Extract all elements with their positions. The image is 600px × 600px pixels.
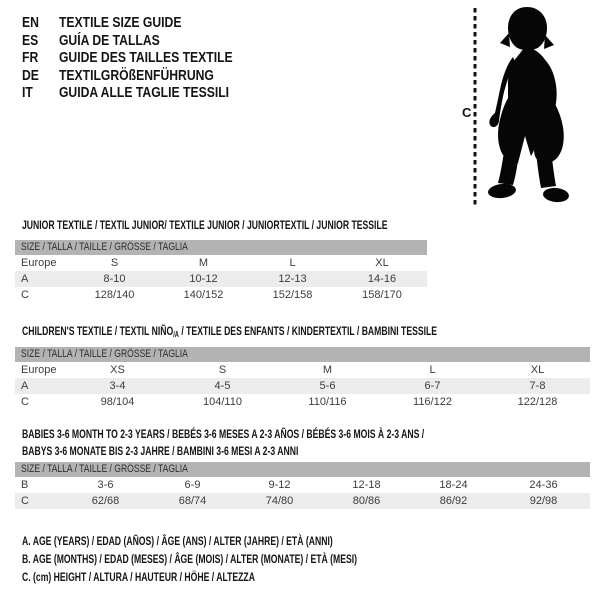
language-label: GUIDE DES TAILLES TEXTILE	[58, 50, 233, 66]
size-header-bar	[15, 347, 590, 362]
age-cell: 6-7	[380, 378, 485, 394]
toddler-silhouette-icon	[481, 5, 575, 206]
children-section-title	[22, 323, 598, 343]
height-cell: 98/104	[100, 396, 135, 408]
footnote-a	[22, 532, 487, 550]
height-cell: 152/158	[272, 289, 313, 301]
row-label: C	[21, 396, 29, 408]
language-code: EN	[22, 15, 39, 31]
age-cell: 14-16	[337, 271, 427, 287]
age-cell: 18-24	[439, 479, 468, 491]
row-label: A	[15, 378, 65, 394]
language-label: TEXTILGRÖßENFÜHRUNG	[58, 67, 214, 84]
language-row-de	[22, 68, 233, 86]
babies-title-line1: BABIES 3-6 MONTH TO 2-3 YEARS / BEBÉS 3-6 MESES A 2-3 AÑOS / BÉBÉS 3-6 MOIS À 2-3 ANS /	[22, 427, 425, 441]
babies-section-title	[22, 426, 581, 460]
children-title-post: / TEXTILE DES ENFANTS / KINDERTEXTIL / BAMBINI TESSILE	[178, 324, 438, 338]
height-cell: 74/80	[236, 493, 323, 509]
height-cell: 80/86	[323, 493, 410, 509]
age-cell: 12-18	[352, 479, 381, 491]
size-cell: XL	[375, 257, 389, 269]
height-cell: 116/122	[413, 396, 452, 408]
row-label: Europe	[21, 257, 57, 269]
row-label: Europe	[21, 364, 57, 376]
junior-size-table	[15, 240, 427, 303]
size-cell: XL	[530, 364, 545, 376]
size-header-text: SIZE / TALLA / TAILLE / GRÖSSE / TAGLIA	[21, 241, 188, 253]
children-size-table	[15, 347, 590, 410]
age-cell: 12-13	[248, 271, 337, 287]
language-row-fr	[22, 50, 233, 68]
height-cell: 122/128	[517, 396, 558, 408]
footnote-b	[22, 550, 487, 568]
footnote-c	[22, 568, 487, 586]
row-label: C	[15, 493, 62, 509]
language-label: GUÍA DE TALLAS	[58, 32, 160, 49]
size-header-text: SIZE / TALLA / TAILLE / GRÖSSE / TAGLIA	[21, 463, 188, 475]
table-row-europe	[15, 255, 427, 271]
row-label: A	[15, 271, 70, 287]
height-cell: 92/98	[497, 493, 590, 509]
size-cell: M	[322, 364, 333, 376]
height-cell: 140/152	[183, 289, 224, 301]
height-cell: 104/110	[203, 396, 242, 408]
size-header-bar	[15, 462, 590, 477]
language-label: TEXTILE SIZE GUIDE	[58, 15, 182, 31]
height-cell: 158/170	[362, 289, 402, 301]
age-cell: 24-36	[529, 479, 558, 491]
language-code: FR	[22, 50, 39, 66]
language-row-es	[22, 33, 233, 51]
footnote-a-text: A. AGE (YEARS) / EDAD (AÑOS) / ÂGE (ANS) / ALTER (JAHRE) / ETÀ (ANNI)	[22, 534, 333, 548]
size-cell: L	[289, 257, 296, 269]
size-cell: S	[218, 364, 227, 376]
age-cell: 5-6	[275, 378, 380, 394]
size-cell: L	[429, 364, 436, 376]
age-cell: 3-4	[65, 378, 170, 394]
children-title-text	[22, 323, 437, 343]
table-row-height	[15, 394, 590, 410]
language-row-it	[22, 85, 233, 103]
table-row-age	[15, 378, 590, 394]
table-row-height	[15, 493, 590, 509]
row-label: B	[21, 479, 29, 491]
table-row-height	[15, 287, 427, 303]
size-cell: S	[110, 257, 119, 269]
footnote-b-text: B. AGE (MONTHS) / EDAD (MESES) / ÂGE (MOIS) / ALTER (MONATE) / ETÀ (MESI)	[22, 552, 358, 566]
table-row-age	[15, 271, 427, 287]
size-header-text: SIZE / TALLA / TAILLE / GRÖSSE / TAGLIA	[21, 348, 188, 360]
age-cell: 7-8	[485, 378, 590, 394]
size-cell: M	[198, 257, 209, 269]
junior-title-text: JUNIOR TEXTILE / TEXTIL JUNIOR/ TEXTILE JUNIOR / JUNIORTEXTIL / JUNIOR TESSILE	[22, 218, 388, 232]
children-title-sub: /A	[173, 330, 179, 339]
age-cell: 10-12	[159, 271, 248, 287]
table-row-europe	[15, 362, 590, 378]
legend-footnotes	[22, 532, 487, 586]
age-cell: 3-6	[97, 479, 114, 491]
table-row-age-months	[15, 477, 590, 493]
babies-size-table	[15, 462, 590, 509]
size-cell: XS	[110, 364, 125, 376]
language-code: ES	[22, 32, 39, 49]
footnote-c-text: C. (cm) HEIGHT / ALTURA / HAUTEUR / HÖHE / ALTEZZA	[22, 570, 255, 584]
children-title-pre: CHILDREN'S TEXTILE / TEXTIL NIÑO	[22, 324, 174, 338]
language-label: GUIDA ALLE TAGLIE TESSILI	[58, 85, 230, 101]
age-cell: 6-9	[184, 479, 201, 491]
age-cell: 4-5	[170, 378, 275, 394]
height-cell: 128/140	[94, 289, 135, 301]
height-marker-label: C	[462, 105, 472, 120]
language-code: IT	[22, 85, 33, 101]
height-cell: 86/92	[410, 493, 497, 509]
height-cell: 62/68	[62, 493, 149, 509]
height-cell: 110/116	[308, 396, 347, 408]
babies-title-line2: BABYS 3-6 MONATE BIS 2-3 JAHRE / BAMBINI 3-6 MESI A 2-3 ANNI	[22, 444, 299, 458]
age-cell: 8-10	[70, 271, 159, 287]
language-title-block	[22, 15, 273, 103]
height-cell: 68/74	[149, 493, 236, 509]
size-header-bar	[15, 240, 427, 255]
height-dotted-line-icon	[473, 8, 477, 208]
junior-section-title	[22, 217, 530, 234]
language-code: DE	[22, 67, 39, 84]
row-label: C	[21, 289, 29, 301]
language-row-en	[22, 15, 233, 33]
age-cell: 9-12	[268, 479, 291, 491]
